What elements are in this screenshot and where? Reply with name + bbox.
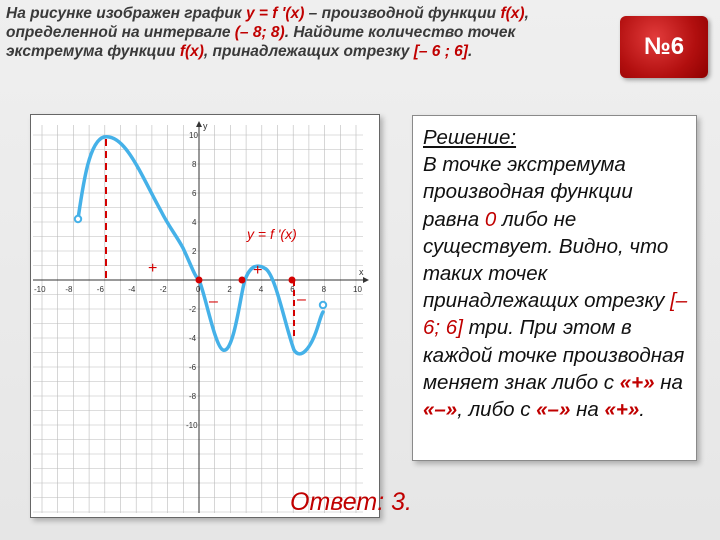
plus-sign-left: + (148, 260, 158, 277)
x-tick-labels (34, 285, 362, 294)
graph-panel (30, 114, 380, 518)
solution-panel (412, 115, 697, 461)
sign-plus: «+» (604, 398, 640, 422)
answer-text: Ответ: 3. (290, 488, 412, 516)
task-function: f(x) (500, 5, 525, 22)
task-function-derivative: у = f '(x) (245, 5, 305, 22)
y-tick-label: 10 (189, 131, 198, 140)
problem-number-badge: №6 (620, 16, 708, 78)
task-part: , определенной на интервале (6, 5, 529, 41)
y-tick-label: 2 (192, 247, 197, 256)
task-part: – производной функции (304, 5, 501, 22)
y-tick-label: -4 (189, 334, 197, 343)
solution-text: либо не существует. (423, 207, 577, 258)
y-axis-label: y (203, 121, 208, 131)
y-tick-label: -2 (189, 305, 197, 314)
y-tick-label: 4 (192, 218, 197, 227)
plus-sign-right: + (253, 262, 263, 279)
graph-label: y = f '(x) (247, 226, 297, 242)
x-tick-label: -4 (128, 285, 136, 294)
x-tick-label: 2 (227, 285, 232, 294)
extremum-point-0 (196, 277, 203, 284)
x-axis-arrow-icon (363, 277, 369, 283)
sign-minus: «–» (536, 398, 571, 422)
x-tick-label: -10 (34, 285, 46, 294)
solution-heading: Решение: (423, 126, 517, 149)
x-tick-label: -6 (96, 285, 104, 294)
open-endpoint-left (75, 216, 81, 222)
x-axis-label: x (359, 267, 364, 277)
solution-text: три. При этом в каждой точке производная меняет знак либо с (423, 316, 685, 394)
minus-sign-left: – (209, 293, 218, 310)
task-part: На рисунке изображен график (6, 5, 246, 22)
solution-text: на (654, 370, 683, 394)
y-tick-label: -6 (189, 363, 197, 372)
extremum-point-3 (239, 277, 246, 284)
solution-zero: 0 (484, 207, 497, 231)
sign-minus: «–» (423, 398, 458, 422)
minus-sign-right: – (297, 291, 306, 308)
task-part: . Найдите количество точек экстремума функции (6, 24, 516, 60)
x-tick-label: 4 (258, 285, 264, 294)
x-tick-label: -8 (65, 285, 73, 294)
solution-text: на (570, 398, 605, 422)
derivative-curve (78, 137, 323, 354)
y-axis-arrow-icon (196, 121, 202, 127)
task-part: , принадлежащих отрезку (203, 43, 414, 60)
solution-text: , либо с (457, 398, 537, 422)
y-tick-label: -10 (186, 421, 198, 430)
y-tick-label: -8 (189, 392, 197, 401)
open-endpoint-right (320, 302, 326, 308)
task-text (6, 4, 606, 61)
task-interval: (– 8; 8) (234, 24, 285, 41)
x-tick-label: 6 (290, 285, 295, 294)
y-tick-label: 8 (192, 160, 197, 169)
x-tick-label: 10 (353, 285, 362, 294)
x-tick-label: 0 (196, 285, 201, 294)
task-function: f(x) (179, 43, 204, 60)
x-tick-label: 8 (321, 285, 327, 294)
extremum-point-7 (289, 277, 296, 284)
solution-text: Видно, что таких точек принадлежащих отрезку (423, 234, 671, 313)
task-part: . (467, 43, 473, 60)
sign-plus: «+» (619, 370, 655, 394)
y-tick-label: 6 (192, 189, 197, 198)
solution-segment: [–6; 6] (423, 289, 688, 340)
solution-text: . (639, 398, 645, 422)
solution-text: В точке экстремума производная функции равна (423, 153, 633, 231)
task-segment: [– 6 ; 6] (413, 43, 468, 60)
x-tick-label: -2 (159, 285, 167, 294)
derivative-graph (31, 115, 379, 517)
